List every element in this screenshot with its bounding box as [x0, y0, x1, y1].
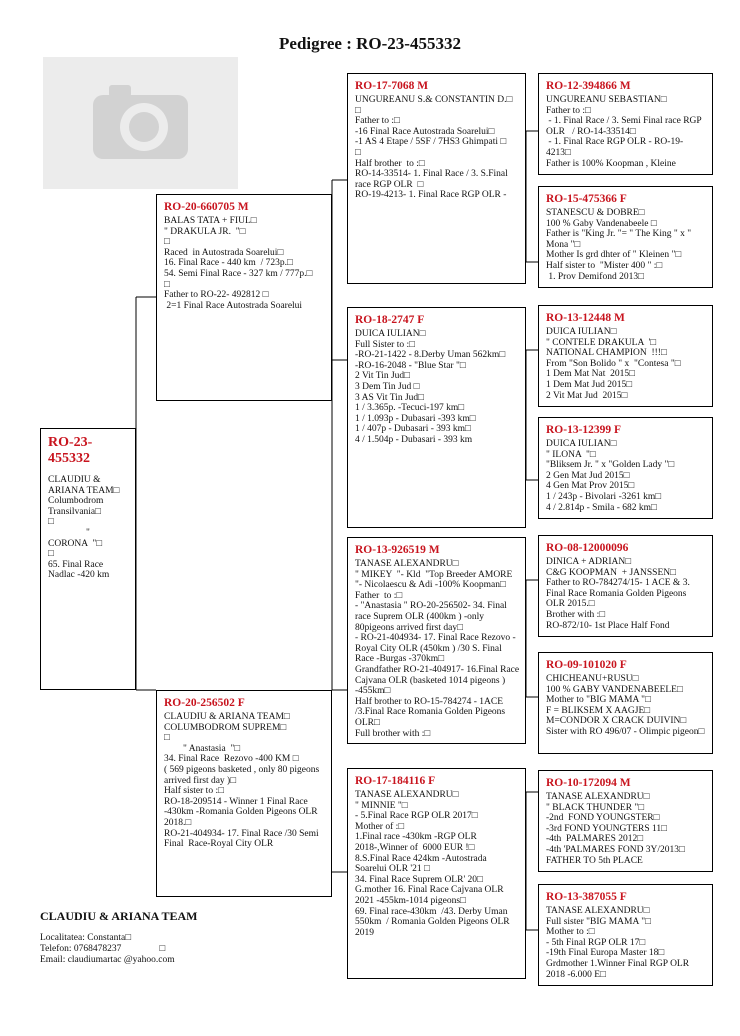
- breeder-email: Email: claudiumartac @yahoo.com: [40, 955, 175, 965]
- dam-sire-details: [355, 559, 524, 739]
- detail-line: NATIONAL CHAMPION !!!□: [546, 348, 667, 359]
- detail-line: Raced in Autostrada Soarelui□: [164, 247, 284, 258]
- dam-details: [164, 712, 326, 850]
- detail-line: - 5th Final RGP OLR 17□: [546, 937, 646, 948]
- detail-line: Father to RO-784274/15- 1 ACE & 3. Final Race Romania Golden Pigeons OLR 2015.□: [546, 578, 693, 610]
- detail-line: Father to :□: [355, 590, 403, 601]
- detail-line: DUICA IULIAN□: [546, 327, 617, 337]
- detail-line: 2 Vit Tin Jud□: [355, 371, 410, 382]
- dds-ring: RO-10-172094 M: [546, 777, 631, 789]
- detail-line: 2=1 Final Race Autostrada Soarelui: [164, 300, 303, 311]
- sdd-ring: RO-13-12399 F: [546, 424, 622, 436]
- detail-line: " ILONA "□: [546, 449, 596, 460]
- detail-line: BALAS TATA + FIUL□: [164, 216, 257, 226]
- detail-line: Columbodrom Transilvania□: [48, 496, 106, 517]
- subject-box: [40, 428, 136, 690]
- detail-line: 1 Dem Mat Jud 2015□: [546, 379, 632, 390]
- detail-line: " CORONA "□: [48, 527, 102, 549]
- detail-line: -1 AS 4 Etape / 5SF / 7HS3 Ghimpati □: [355, 137, 507, 148]
- sire-sire-details: [355, 95, 520, 201]
- sire-box: [156, 194, 332, 401]
- detail-line: TANASE ALEXANDRU□: [546, 906, 650, 916]
- detail-line: Father to :□: [546, 105, 591, 116]
- detail-line: Full Sister to :□: [355, 339, 415, 350]
- dam-dam-box: [347, 768, 526, 979]
- ssd-details: [546, 208, 707, 282]
- detail-line: Father to RO-22- 492812 □: [164, 290, 269, 301]
- detail-line: - RO-21-404934- 17. Final Race Rezovo - Royal City OLR (450km ) /30 S. Final Race -Burgas -370km□: [355, 633, 519, 665]
- sds-details: [546, 327, 707, 401]
- detail-line: -RO-16-2048 - "Blue Star "□: [355, 360, 466, 371]
- sss-details: [546, 95, 707, 169]
- detail-line: UNGUREANU S.& CONSTANTIN D.□: [355, 95, 513, 105]
- detail-line: Brother with :□: [546, 609, 606, 620]
- detail-line: □: [355, 105, 361, 116]
- detail-line: RO-21-404934- 17. Final Race /30 Semi Final Race-Royal City OLR: [164, 828, 321, 850]
- detail-line: " BLACK THUNDER "□: [546, 802, 645, 813]
- detail-line: 34. Final Race Rezovo -400 KM □: [164, 754, 299, 765]
- detail-line: 16. Final Race - 440 km / 723p.□: [164, 258, 293, 269]
- detail-line: TANASE ALEXANDRU□: [546, 792, 650, 802]
- detail-line: □: [164, 237, 170, 248]
- detail-line: - 1. Final Race RGP OLR - RO-19-4213□: [546, 137, 684, 158]
- detail-line: -16 Final Race Autostrada Soarelui□: [355, 126, 495, 137]
- sire-dam-box: [347, 307, 526, 528]
- dsd-ring: RO-09-101020 F: [546, 659, 627, 671]
- detail-line: 1 / 407p - Dubasari - 393 km□: [355, 424, 471, 435]
- detail-line: 1 / 243p - Bivolari -3261 km□: [546, 491, 661, 502]
- sss-ring: RO-12-394866 M: [546, 80, 631, 92]
- detail-line: 34. Final Race Suprem OLR' 20□: [355, 874, 483, 885]
- detail-line: -3rd FOND YOUNGTERS 11□: [546, 823, 667, 834]
- ddd-ring: RO-13-387055 F: [546, 891, 627, 903]
- sire-sire-ring: RO-17-7068 M: [355, 80, 429, 92]
- breeder-locality: Localitatea: Constanta□: [40, 933, 131, 943]
- detail-line: M=CONDOR X CRACK DUIVIN□: [546, 716, 687, 727]
- detail-line: -4th 'PALMARES FOND 3Y/2013□: [546, 844, 685, 855]
- camera-icon: [43, 57, 238, 189]
- detail-line: FATHER TO 5th PLACE: [546, 855, 643, 866]
- detail-line: DUICA IULIAN□: [546, 439, 617, 449]
- detail-line: □: [164, 733, 170, 744]
- sds-ring: RO-13-12448 M: [546, 312, 625, 324]
- dam-sire-ring: RO-13-926519 M: [355, 544, 440, 556]
- detail-line: Grandfather RO-21-404917- 16.Final Race Cajvana OLR (basketed 1014 pigeons ) -455km□: [355, 664, 524, 697]
- detail-line: " DRAKULA JR. "□: [164, 226, 246, 237]
- breeder-contact: [40, 909, 197, 966]
- detail-line: RO-14-33514- 1. Final Race / 3. S.Final race RGP OLR □: [355, 169, 511, 190]
- dam-sire-box: [347, 537, 526, 744]
- dsd-details: [546, 674, 707, 738]
- detail-line: Full brother with :□: [355, 728, 431, 739]
- detail-line: STANESCU & DOBRE□: [546, 208, 645, 218]
- detail-line: 3 Dem Tin Jud □: [355, 381, 420, 392]
- subject-ring: RO-23-455332: [48, 435, 93, 466]
- sire-dam-details: [355, 329, 520, 446]
- sds-box: [538, 305, 713, 407]
- breeder-name: CLAUDIU & ARIANA TEAM: [40, 909, 198, 923]
- detail-line: Half sister to "Mister 400 " :□: [546, 260, 663, 271]
- detail-line: " Anastasia "□: [164, 743, 241, 754]
- detail-line: - 1. Final Race / 3. Semi Final race RGP OLR / RO-14-33514□: [546, 116, 704, 137]
- dss-box: [538, 535, 713, 637]
- detail-line: CLAUDIU & ARIANA TEAM□: [48, 475, 120, 496]
- dss-details: [546, 557, 707, 631]
- detail-line: 2 Gen Mat Jud 2015□: [546, 470, 630, 481]
- detail-line: G.mother 16. Final Race Cajvana OLR 2021 -455km-1014 pigeons□: [355, 885, 506, 906]
- detail-line: -2nd FOND YOUNGSTER□: [546, 813, 660, 824]
- dam-box: [156, 690, 332, 897]
- detail-line: Father to :□: [355, 116, 400, 127]
- sdd-box: [538, 417, 713, 519]
- page-title: Pedigree : RO-23-455332: [279, 34, 461, 53]
- detail-line: DINICA + ADRIAN□: [546, 557, 631, 567]
- detail-line: COLUMBODROM SUPREM□: [164, 722, 287, 733]
- detail-line: - 5.Final Race RGP OLR 2017□: [355, 811, 478, 822]
- dds-details: [546, 792, 707, 866]
- detail-line: 2 Vit Mat Jud 2015□: [546, 390, 628, 401]
- detail-line: Sister with RO 496/07 - Olimpic pigeon□: [546, 726, 705, 737]
- dss-ring: RO-08-12000096: [546, 542, 629, 554]
- detail-line: 1. Prov Demifond 2013□: [546, 271, 644, 282]
- dam-ring: RO-20-256502 F: [164, 697, 245, 709]
- detail-line: Mother of :□: [355, 821, 405, 832]
- detail-line: 8.S.Final Race 424km -Autostrada Soarelui OLR '21 □: [355, 853, 490, 875]
- detail-line: Father is "King Jr. "= " The King " x " Mona "□: [546, 229, 694, 250]
- sire-ring: RO-20-660705 M: [164, 201, 249, 213]
- detail-line: - "Anastasia " RO-20-256502- 34. Final race Suprem OLR (400km ) -only 80pigeons arrived first day□: [355, 601, 510, 633]
- detail-line: 4 Gen Mat Prov 2015□: [546, 481, 635, 492]
- detail-line: CHICHEANU+RUSU□: [546, 674, 639, 684]
- breeder-phone: Telefon: 0768478237 □: [40, 944, 166, 954]
- detail-line: TANASE ALEXANDRU□: [355, 559, 459, 569]
- detail-line: " MIKEY "- Kld "Top Breeder AMORE "- Nicolaescu & Adi -100% Koopman□: [355, 569, 515, 591]
- detail-line: -RO-21-1422 - 8.Derby Uman 562km□: [355, 350, 506, 361]
- dds-box: [538, 770, 713, 872]
- detail-line: RO-19-4213- 1. Final Race RGP OLR -: [355, 190, 507, 201]
- detail-line: Half brother to :□: [355, 158, 425, 169]
- ddd-box: [538, 884, 713, 986]
- detail-line: 1 / 3.365p. -Tecuci-197 km□: [355, 403, 465, 414]
- detail-line: 1 / 1.093p - Dubasari -393 km□: [355, 413, 476, 424]
- detail-line: □: [164, 279, 170, 290]
- subject-details: [48, 475, 130, 581]
- detail-line: Half sister to :□: [164, 786, 224, 797]
- detail-line: From "Son Bolido " x "Contesa "□: [546, 358, 681, 369]
- detail-line: 69. Final race-430km /43. Derby Uman 550km / Romania Golden Pigeons OLR 2019: [355, 906, 513, 938]
- sire-sire-box: [347, 73, 526, 284]
- detail-line: TANASE ALEXANDRU□: [355, 790, 459, 800]
- detail-line: UNGUREANU SEBASTIAN□: [546, 95, 667, 105]
- detail-line: Full sister "BIG MAMA "□: [546, 916, 651, 927]
- ssd-box: [538, 186, 713, 288]
- detail-line: 100 % Gaby Vandenabeele □: [546, 218, 657, 229]
- ddd-details: [546, 906, 707, 980]
- detail-line: □: [48, 517, 54, 528]
- detail-line: Mother Is grd dhter of " Kleinen "□: [546, 250, 682, 261]
- detail-line: F = BLIKSEM X AAGJE□: [546, 705, 650, 716]
- dsd-box: [538, 652, 713, 754]
- detail-line: 100 % GABY VANDENABEELE□: [546, 684, 683, 695]
- detail-line: RO-872/10- 1st Place Half Fond: [546, 620, 670, 631]
- photo-placeholder: [43, 57, 238, 189]
- ssd-ring: RO-15-475366 F: [546, 193, 627, 205]
- detail-line: Father is 100% Koopman , Kleine: [546, 158, 676, 169]
- detail-line: C&G KOOPMAN + JANSSEN□: [546, 567, 676, 578]
- detail-line: Half brother to RO-15-784274 - 1ACE /3.Final Race Romania Golden Pigeons OLR□: [355, 696, 508, 728]
- detail-line: 1 Dem Mat Nat 2015□: [546, 369, 635, 380]
- detail-line: "Bliksem Jr. " x "Golden Lady "□: [546, 460, 675, 471]
- detail-line: 65. Final Race Nadlac -420 km: [48, 559, 110, 581]
- detail-line: -4th PALMARES 2012□: [546, 834, 643, 845]
- detail-line: 4 / 1.504p - Dubasari - 393 km: [355, 434, 473, 445]
- sdd-details: [546, 439, 707, 513]
- detail-line: 1.Final race -430km -RGP OLR 2018-,Winner of 6000 EUR !□: [355, 832, 480, 853]
- dam-dam-details: [355, 790, 520, 938]
- detail-line: □: [48, 549, 54, 560]
- detail-line: Grdmother 1.Winner Final RGP OLR 2018 -6.000 E□: [546, 958, 692, 980]
- detail-line: 4 / 2.814p - Smila - 682 km□: [546, 502, 657, 513]
- detail-line: " CONTELE DRAKULA '□: [546, 337, 657, 348]
- detail-line: DUICA IULIAN□: [355, 329, 426, 339]
- sire-dam-ring: RO-18-2747 F: [355, 314, 425, 326]
- detail-line: CLAUDIU & ARIANA TEAM□: [164, 712, 290, 722]
- sss-box: [538, 73, 713, 175]
- sire-details: [164, 216, 326, 311]
- detail-line: Mother to "BIG MAMA "□: [546, 695, 651, 706]
- detail-line: -19th Final Europa Master 18□: [546, 948, 665, 959]
- detail-line: " MINNIE "□: [355, 800, 408, 811]
- detail-line: RO-18-209514 - Winner 1 Final Race -430km -Romania Golden Pigeons OLR 2018.□: [164, 796, 320, 828]
- detail-line: □: [355, 147, 361, 158]
- detail-line: Mother to :□: [546, 927, 595, 938]
- detail-line: 54. Semi Final Race - 327 km / 777p.□: [164, 268, 313, 279]
- detail-line: ( 569 pigeons basketed , only 80 pigeons arrived first day )□: [164, 764, 322, 786]
- dam-dam-ring: RO-17-184116 F: [355, 775, 436, 787]
- detail-line: 3 AS Vit Tin Jud□: [355, 392, 424, 403]
